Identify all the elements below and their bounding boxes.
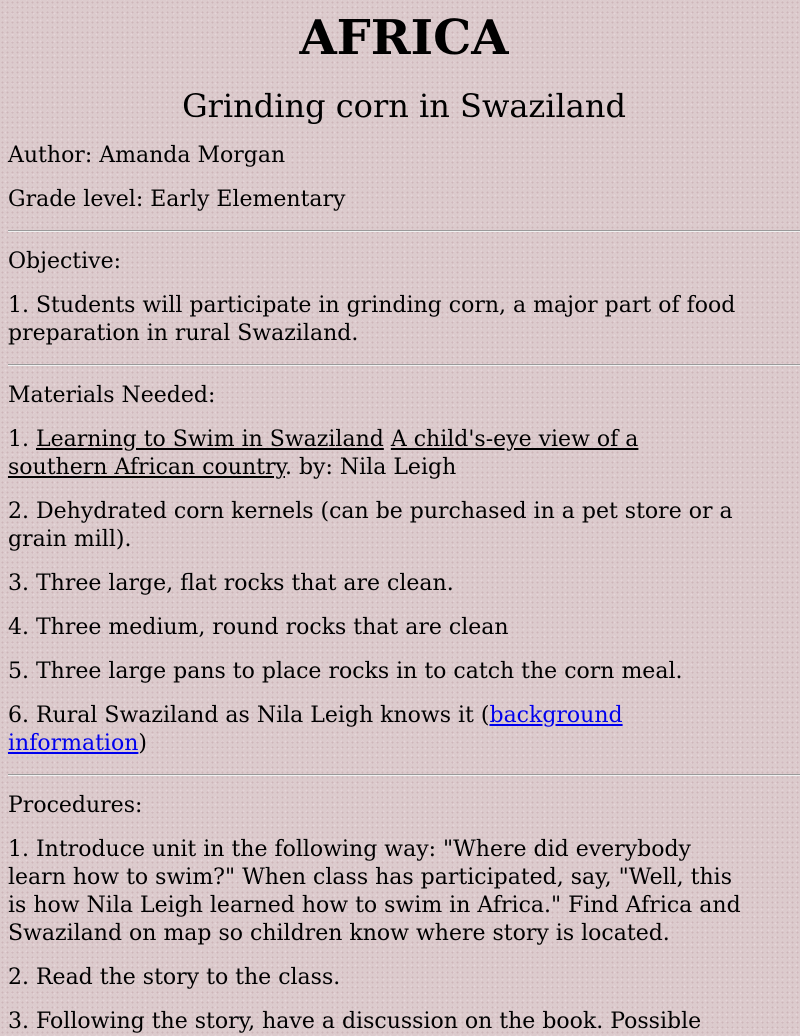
- materials-item-6-text: 6. Rural Swaziland as Nila Leigh knows it (: [8, 703, 490, 728]
- materials-item-1-line-1: [8, 426, 800, 454]
- objective-item-1-line-1: 1. Students will participate in grinding corn, a major part of food: [8, 293, 736, 318]
- materials-item-2: [8, 498, 800, 554]
- procedures-item-1: [8, 836, 800, 948]
- materials-item-1-line-2: [8, 454, 800, 482]
- document-page: [0, 8, 800, 1036]
- materials-item-5: 5. Three large pans to place rocks in to catch the corn meal.: [8, 659, 683, 684]
- materials-item-3: 3. Three large, flat rocks that are clean.: [8, 571, 454, 596]
- book-subtitle-link-continued[interactable]: southern African country: [8, 455, 285, 480]
- procedures-item-3: 3. Following the story, have a discussion on the book. Possible: [8, 1009, 702, 1034]
- materials-item-4: 4. Three medium, round rocks that are clean: [8, 615, 509, 640]
- divider: [8, 774, 800, 776]
- procedures-item-1-line-4: Swaziland on map so children know where story is located.: [8, 921, 670, 946]
- objective-item-1: [8, 292, 800, 348]
- objective-item-1-line-2: preparation in rural Swaziland.: [8, 321, 359, 346]
- divider: [8, 230, 800, 232]
- materials-item-6-line-1: [8, 702, 800, 730]
- closing-paren: ): [138, 731, 147, 756]
- procedures-item-1-line-3: is how Nila Leigh learned how to swim in Africa." Find Africa and: [8, 893, 741, 918]
- materials-item-1: [8, 426, 800, 482]
- grade-line: Grade level: Early Elementary: [8, 187, 346, 212]
- procedures-item-2: 2. Read the story to the class.: [8, 965, 341, 990]
- materials-heading: Materials Needed:: [8, 383, 216, 408]
- procedures-item-1-line-1: 1. Introduce unit in the following way: "Where did everybody: [8, 837, 691, 862]
- background-information-link[interactable]: background: [489, 703, 623, 728]
- book-author: . by: Nila Leigh: [284, 455, 457, 480]
- author-line: Author: Amanda Morgan: [8, 143, 286, 168]
- divider: [8, 364, 800, 366]
- materials-item-2-line-2: grain mill).: [8, 527, 132, 552]
- book-subtitle-link[interactable]: A child's-eye view of a: [390, 427, 639, 452]
- procedures-item-1-line-2: learn how to swim?" When class has participated, say, "Well, this: [8, 865, 733, 890]
- page-title: AFRICA: [299, 10, 509, 66]
- background-information-link-continued[interactable]: information: [8, 731, 139, 756]
- page-subtitle: Grinding corn in Swaziland: [182, 87, 626, 125]
- item-number: 1.: [8, 427, 36, 452]
- materials-item-6: [8, 702, 800, 758]
- objective-heading: Objective:: [8, 249, 122, 274]
- materials-item-2-line-1: 2. Dehydrated corn kernels (can be purchased in a pet store or a: [8, 499, 733, 524]
- book-title-link[interactable]: Learning to Swim in Swaziland: [35, 427, 384, 452]
- materials-item-6-line-2: [8, 730, 800, 758]
- procedures-heading: Procedures:: [8, 793, 143, 818]
